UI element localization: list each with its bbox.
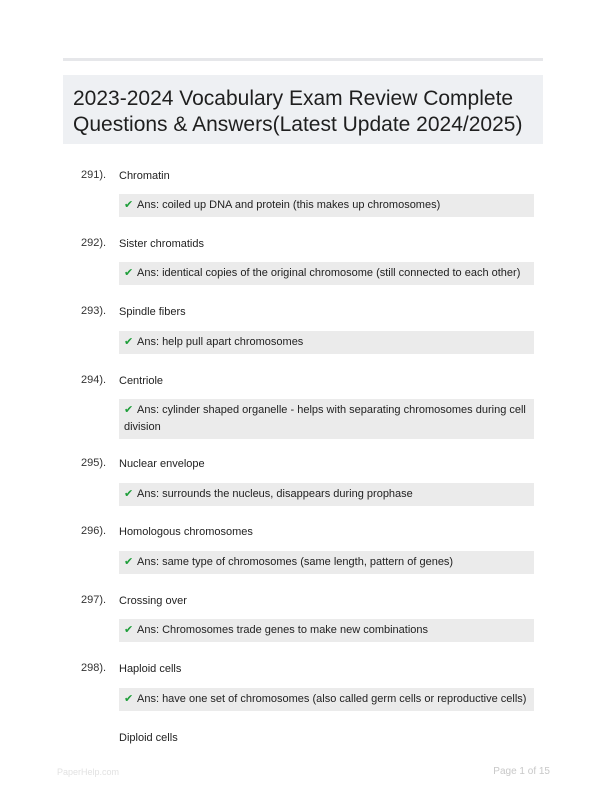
- question-number: 293).: [81, 305, 107, 317]
- check-icon: ✔: [124, 267, 134, 279]
- document-title-line-2: Questions & Answers(Latest Update 2024/2025): [73, 113, 523, 136]
- answer-box: [119, 194, 534, 217]
- answer-text: Ans: help pull apart chromosomes: [137, 336, 304, 348]
- question-term: Centriole: [119, 375, 164, 387]
- page-indicator: Page 1 of 15: [493, 766, 550, 777]
- question-term: Spindle fibers: [119, 306, 186, 318]
- top-divider: [63, 58, 543, 61]
- document-title-line-1: 2023-2024 Vocabulary Exam Review Complete: [73, 87, 514, 110]
- answer-box: [119, 619, 534, 642]
- answer-box: [119, 483, 534, 506]
- answer-text: Ans: identical copies of the original chromosome (still connected to each other): [137, 267, 521, 279]
- question-term: Diploid cells: [119, 732, 178, 744]
- check-icon: ✔: [124, 488, 134, 500]
- answer-text: Ans: surrounds the nucleus, disappears during prophase: [137, 488, 413, 500]
- check-icon: ✔: [124, 693, 134, 705]
- check-icon: ✔: [124, 556, 134, 568]
- check-icon: ✔: [124, 199, 134, 211]
- question-term: Crossing over: [119, 595, 187, 607]
- question-number: 296).: [81, 525, 107, 537]
- question-number: 295).: [81, 457, 107, 469]
- question-term: Sister chromatids: [119, 238, 204, 250]
- answer-text: Ans: have one set of chromosomes (also called germ cells or reproductive cells): [137, 693, 527, 705]
- question-term: Chromatin: [119, 170, 170, 182]
- question-term: Homologous chromosomes: [119, 526, 253, 538]
- document-title-box: [63, 75, 543, 144]
- question-term: Nuclear envelope: [119, 458, 205, 470]
- question-number: 294).: [81, 374, 107, 386]
- answer-box: [119, 331, 534, 354]
- check-icon: ✔: [124, 404, 134, 416]
- answer-box: [119, 399, 534, 439]
- question-number: 298).: [81, 662, 107, 674]
- answer-box: [119, 262, 534, 285]
- answer-box: [119, 551, 534, 574]
- question-number: 291).: [81, 169, 107, 181]
- answer-text: Ans: coiled up DNA and protein (this makes up chromosomes): [137, 199, 441, 211]
- answer-box: [119, 688, 534, 711]
- check-icon: ✔: [124, 624, 134, 636]
- check-icon: ✔: [124, 336, 134, 348]
- answer-text: Ans: Chromosomes trade genes to make new combinations: [137, 624, 429, 636]
- question-number: 297).: [81, 594, 107, 606]
- answer-text: Ans: same type of chromosomes (same length, pattern of genes): [137, 556, 454, 568]
- question-number: 292).: [81, 237, 107, 249]
- footer-watermark: PaperHelp.com: [57, 767, 120, 777]
- question-term: Haploid cells: [119, 663, 182, 675]
- answer-text: Ans: cylinder shaped organelle - helps with separating chromosomes during cell division: [124, 404, 526, 433]
